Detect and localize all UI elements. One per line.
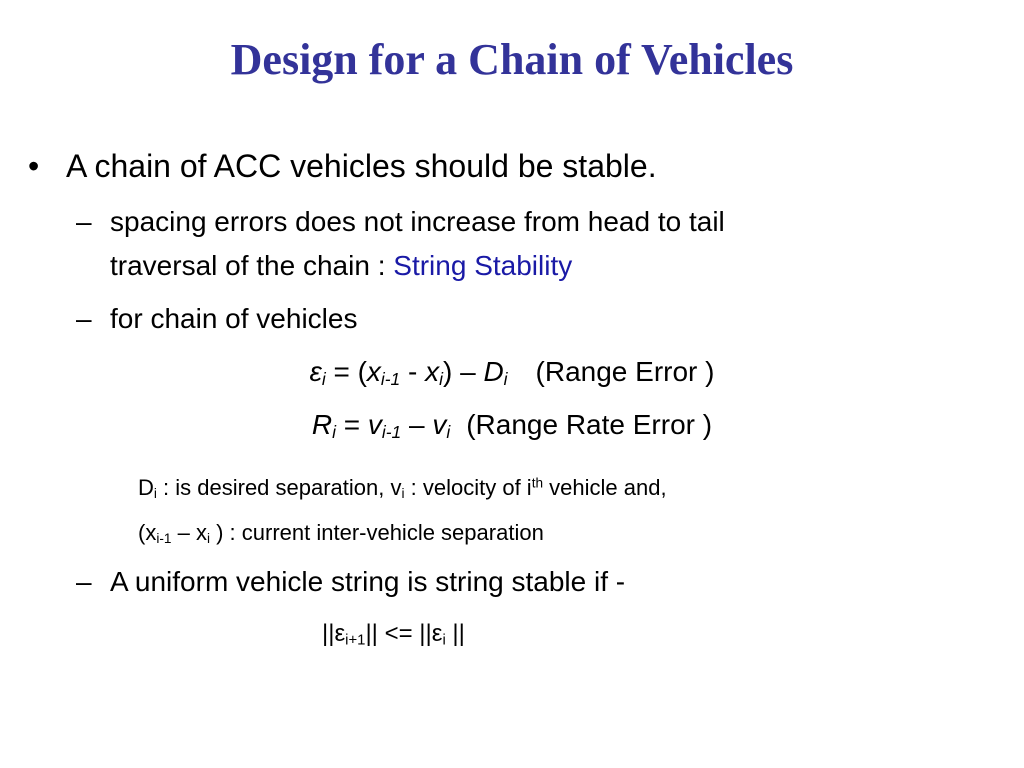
- bullet-marker: •: [28, 148, 40, 184]
- sub-bullet-1-line-2: [110, 250, 572, 282]
- sub-bullet-2-text: for chain of vehicles: [110, 303, 358, 334]
- sub-bullet-3-marker: –: [76, 566, 92, 597]
- sub-bullet-1-line-1: spacing errors does not increase from head to tail: [110, 206, 725, 237]
- sub-bullet-3-text: A uniform vehicle string is string stable if -: [110, 566, 626, 597]
- sub-bullet-1-marker: –: [76, 206, 92, 237]
- range-error-label: (Range Error ): [535, 356, 715, 387]
- note-desired-separation: $D_i$ : is desired separation, $v_i$ : velocity of $i^{th}$ vehicle and,: [138, 475, 667, 501]
- bullet-1-text: A chain of ACC vehicles should be stable.: [66, 148, 657, 184]
- range-rate-error-label: (Range Rate Error ): [466, 409, 713, 440]
- sub-bullet-1-prefix: traversal of the chain :: [110, 250, 394, 281]
- note-inter-vehicle-separation: ($x_{i-1} - x_i$ ) : current inter-vehicle separation: [138, 520, 544, 546]
- sub-bullet-2-marker: –: [76, 303, 92, 334]
- range-rate-error-equation: $R_i = v_{i-1} - v_i$ (Range Rate Error ): [311, 409, 713, 442]
- string-stability-term: String Stability: [393, 250, 573, 281]
- range-error-equation: $\varepsilon_i = (x_{i-1} - x_i) - D_i$ (Range Error ): [309, 356, 715, 389]
- string-stability-condition: $||\varepsilon_{i+1}|| <= ||\varepsilon_i$ ||: [322, 620, 465, 649]
- slide-title: Design for a Chain of Vehicles: [230, 35, 794, 84]
- bullet-1: [28, 148, 39, 185]
